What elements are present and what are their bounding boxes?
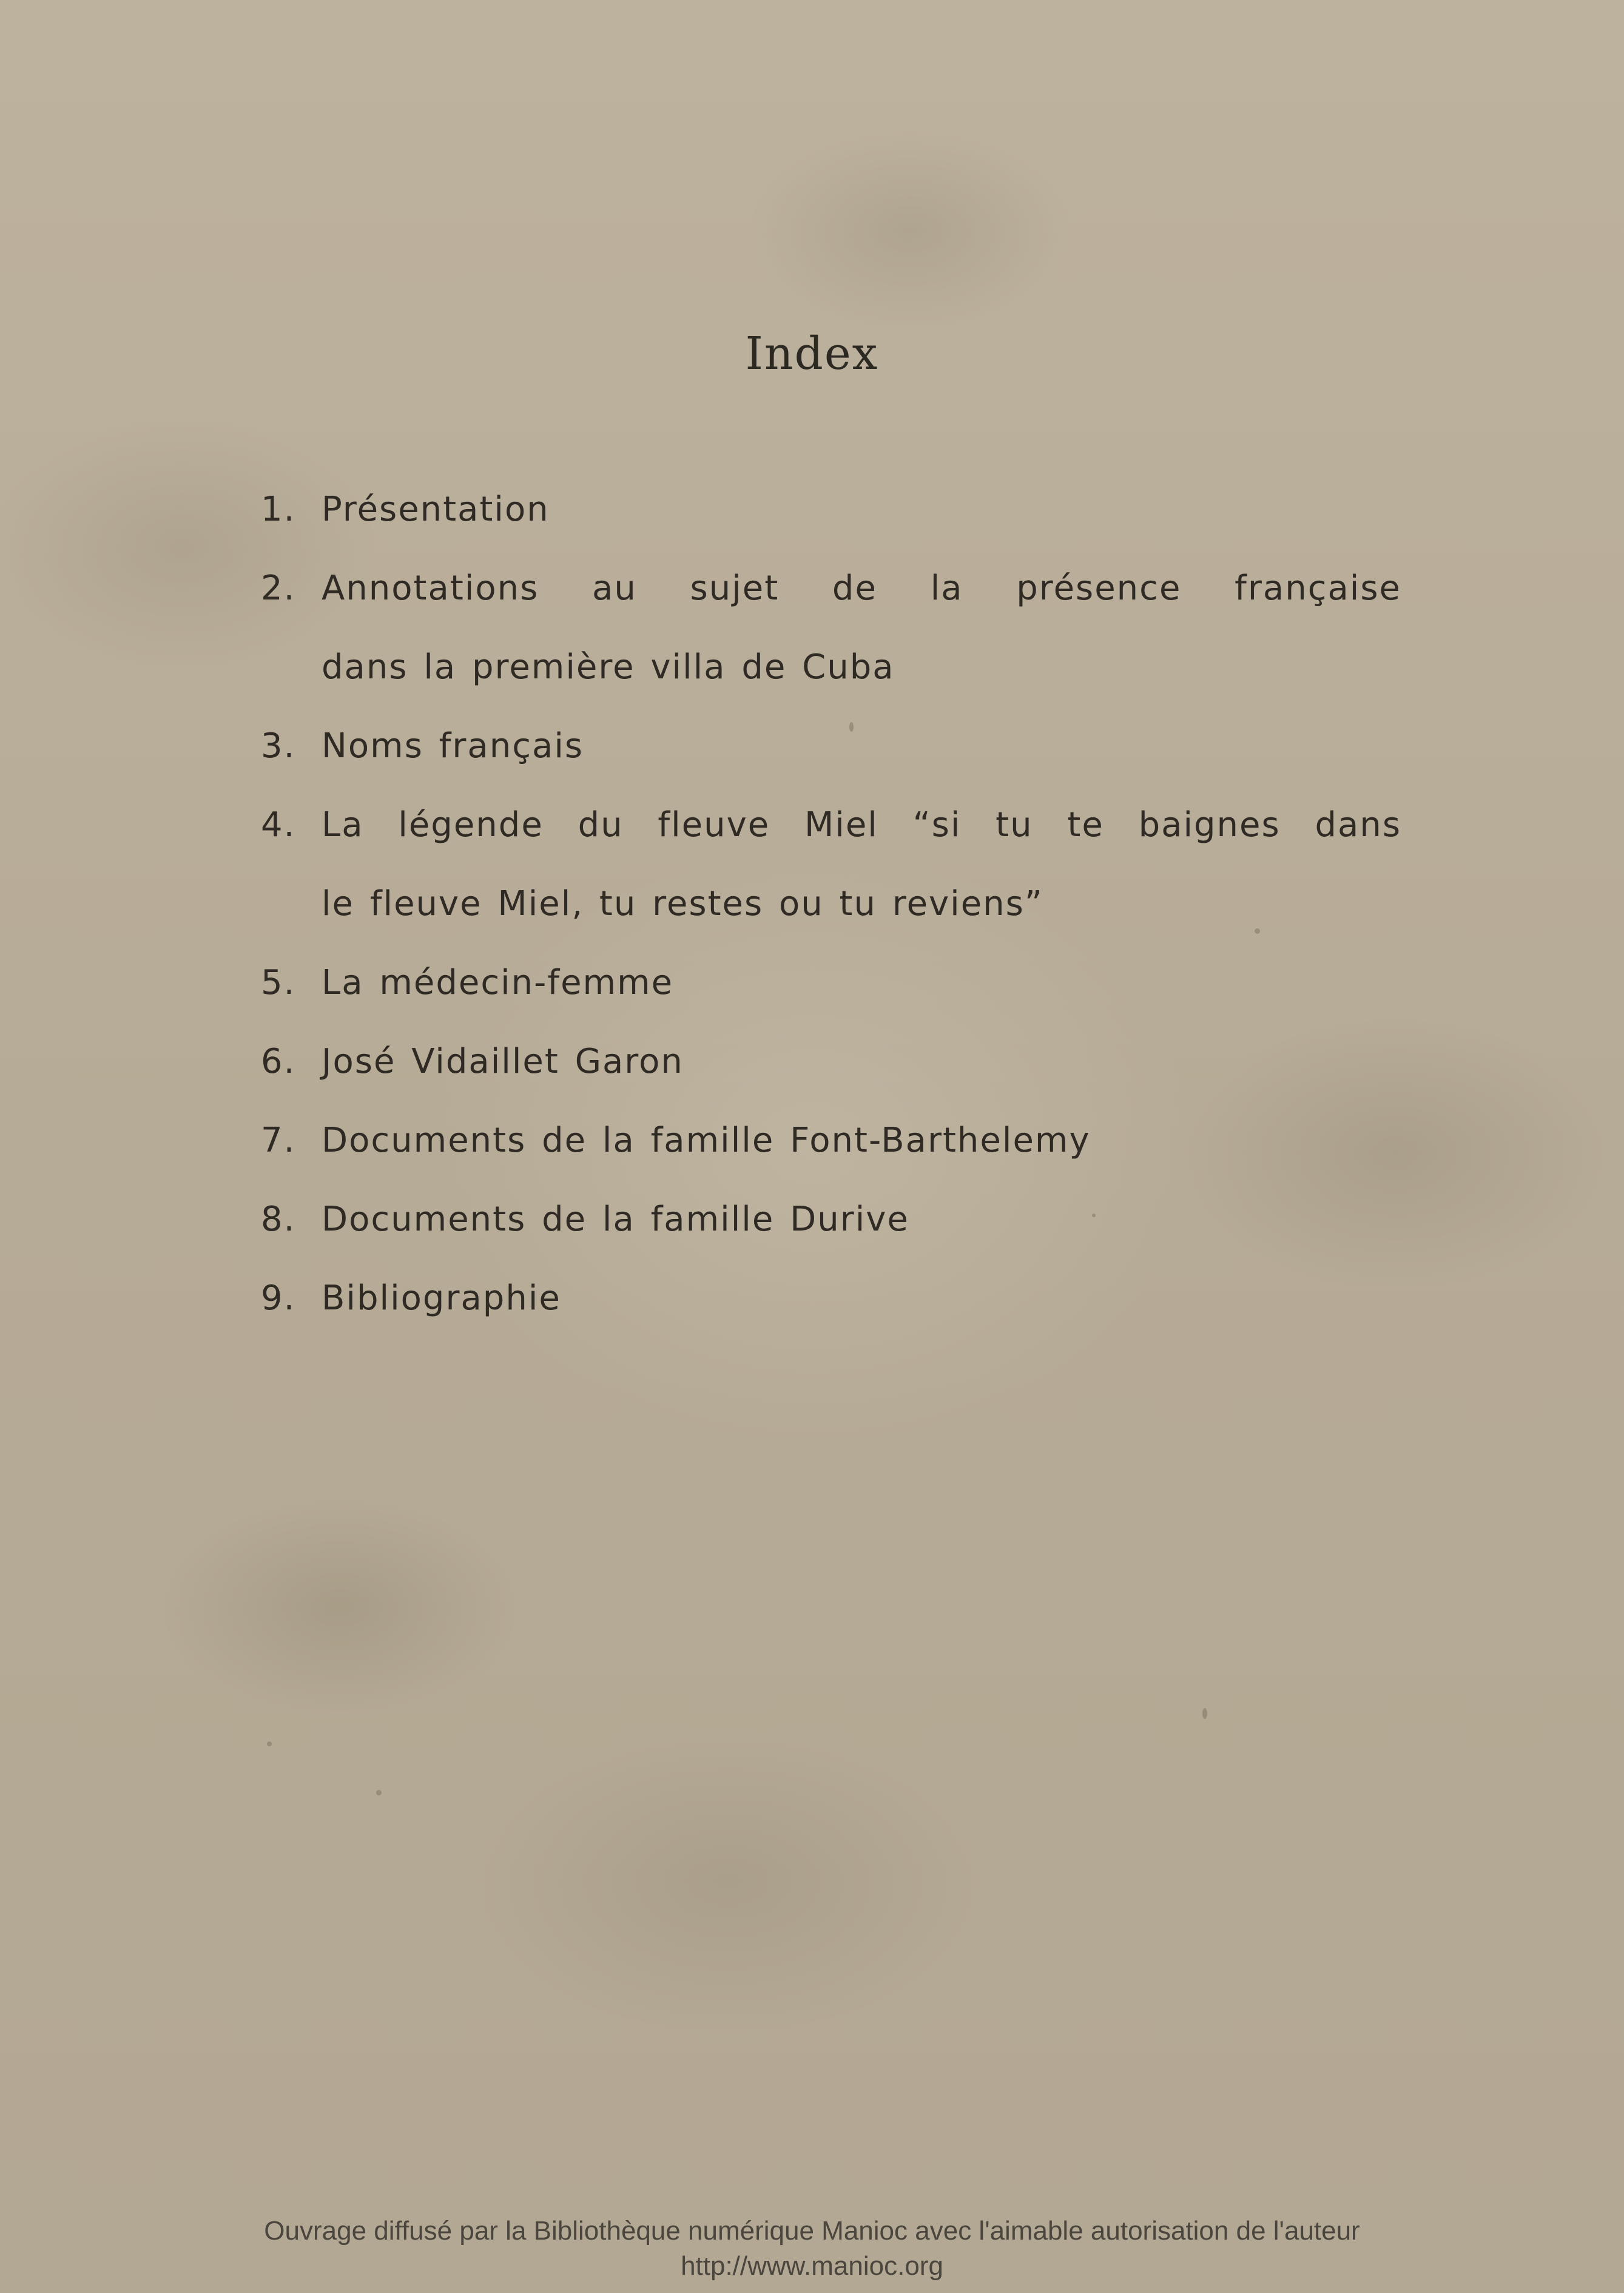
toc-entry-number: 2. <box>261 569 296 608</box>
toc-entry-number: 1. <box>261 490 296 529</box>
toc-entry-number: 8. <box>261 1200 296 1239</box>
toc-entry-number: 4. <box>261 805 296 845</box>
toc-entry-number: 6. <box>261 1042 296 1081</box>
toc-entry-3 <box>261 707 1401 786</box>
toc-entry-number: 3. <box>261 726 296 766</box>
toc-entry-title: José Vidaillet Garon <box>322 1042 684 1081</box>
toc-entry-5 <box>261 944 1401 1022</box>
toc-entry-title-line1: Annotations au sujet de la présence française <box>322 569 1401 608</box>
toc-entry-number: 5. <box>261 963 296 1002</box>
toc-entry-title-line2: le fleuve Miel, tu restes ou tu reviens” <box>322 884 1043 924</box>
toc-entry-9 <box>261 1259 1401 1338</box>
toc-entry-title: Présentation <box>322 490 550 529</box>
toc-entry-title: Noms français <box>322 726 584 766</box>
toc-entry-number: 9. <box>261 1278 296 1318</box>
toc-entry-title-line1: La légende du fleuve Miel “si tu te baignes dans <box>322 805 1401 845</box>
toc-entry-title-line2: dans la première villa de Cuba <box>322 647 895 687</box>
paper-speck <box>267 1741 272 1746</box>
footer-attribution: Ouvrage diffusé par la Bibliothèque numérique Manioc avec l'aimable autorisation de l'auteur <box>264 2216 1360 2246</box>
toc-entry-7 <box>261 1101 1401 1180</box>
paper-speck <box>1202 1708 1207 1719</box>
toc-entry-title: Documents de la famille Durive <box>322 1200 909 1239</box>
toc-entry-4 <box>261 786 1401 944</box>
toc-entry-number: 7. <box>261 1121 296 1160</box>
footer-url: http://www.manioc.org <box>681 2251 943 2281</box>
table-of-contents <box>261 470 1401 1338</box>
toc-entry-6 <box>261 1022 1401 1101</box>
toc-entry-8 <box>261 1180 1401 1259</box>
toc-entry-title: La médecin-femme <box>322 963 674 1002</box>
toc-entry-1 <box>261 470 1401 549</box>
toc-entry-title: Bibliographie <box>322 1278 561 1318</box>
page-title: Index <box>745 328 879 380</box>
toc-entry-2 <box>261 549 1401 707</box>
paper-speck <box>376 1790 382 1795</box>
toc-entry-title: Documents de la famille Font-Barthelemy <box>322 1121 1091 1160</box>
